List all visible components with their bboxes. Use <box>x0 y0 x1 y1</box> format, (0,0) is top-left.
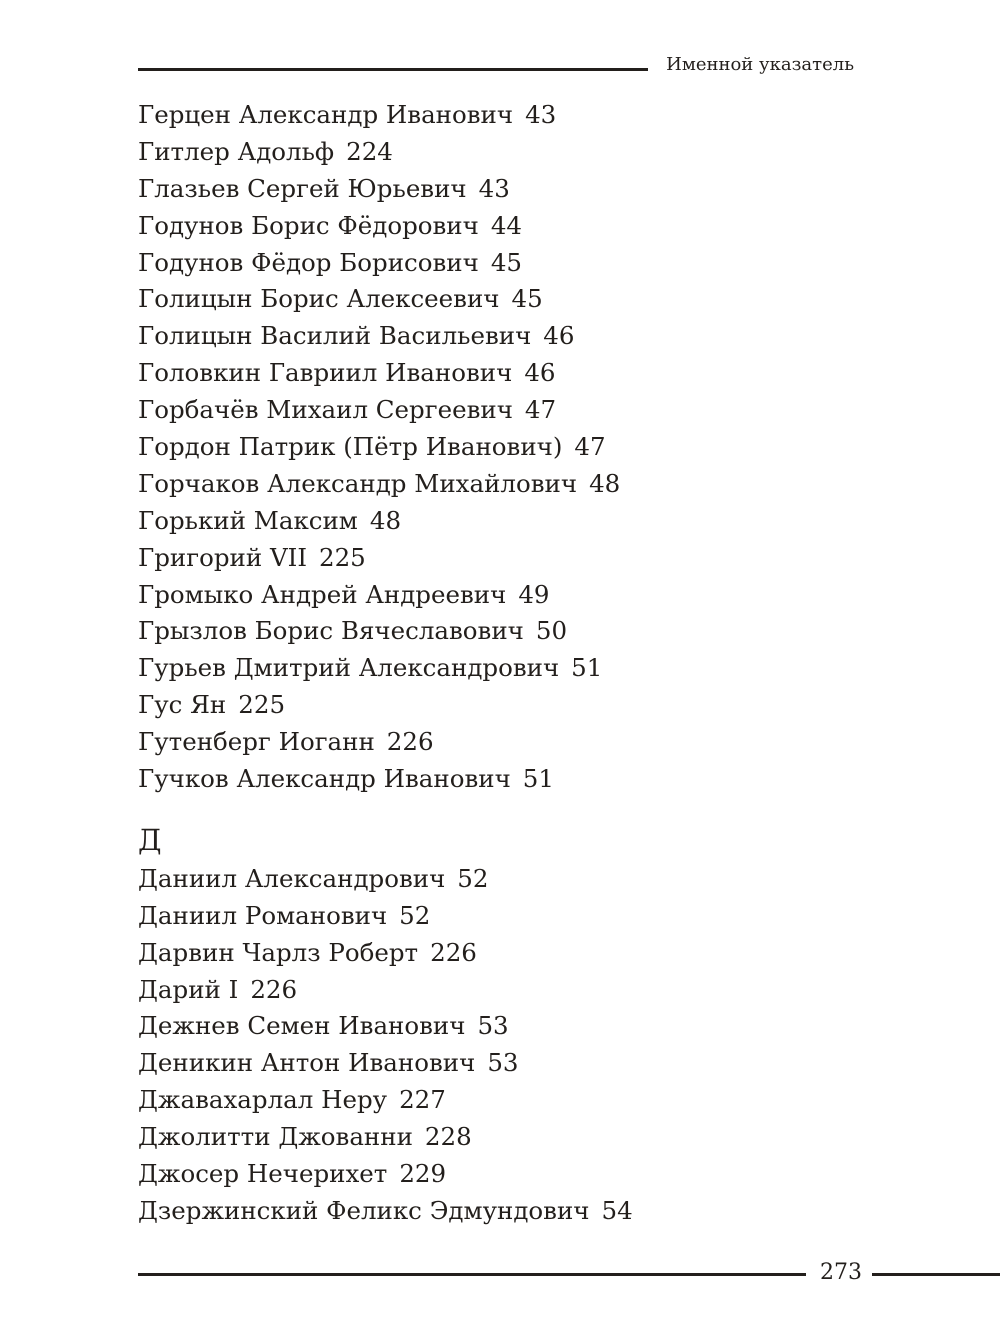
entry-page-number: 227 <box>399 1085 446 1115</box>
header-rule <box>138 68 648 71</box>
index-entry <box>138 392 958 429</box>
page-footer <box>138 1259 1000 1289</box>
entry-page-number: 226 <box>250 974 298 1004</box>
index-entry <box>138 503 958 540</box>
index-entry <box>138 861 958 898</box>
section-letter: Д <box>138 822 162 857</box>
index-entry <box>138 1082 958 1119</box>
index-entry <box>138 208 958 245</box>
index-entry <box>138 355 958 392</box>
entry-name: Глазьев Сергей Юрьевич <box>138 173 467 203</box>
entry-name: Гурьев Дмитрий Александрович <box>138 653 560 683</box>
index-entry <box>138 724 958 761</box>
entry-page-number: 229 <box>399 1159 447 1189</box>
index-entry <box>138 97 958 134</box>
entry-page-number: 53 <box>477 1011 509 1041</box>
entry-page-number: 52 <box>457 863 489 893</box>
index-entry <box>138 613 958 650</box>
entry-name: Джавахарлал Неру <box>138 1085 388 1115</box>
index-entry <box>138 687 958 724</box>
entry-page-number: 54 <box>601 1195 633 1225</box>
entry-page-number: 50 <box>535 616 568 646</box>
index-entry <box>138 466 958 503</box>
entry-name: Даниил Александрович <box>138 863 446 893</box>
entry-name: Дарий I <box>138 974 239 1004</box>
entry-page-number: 224 <box>346 136 393 166</box>
entry-name: Герцен Александр Иванович <box>138 100 514 129</box>
entry-name: Годунов Борис Фёдорович <box>138 210 479 240</box>
index-entry <box>138 1045 958 1082</box>
entry-page-number: 45 <box>511 284 543 314</box>
entry-name: Горбачёв Михаил Сергеевич <box>138 395 513 425</box>
entry-name: Голицын Борис Алексеевич <box>138 284 500 314</box>
entry-page-number: 45 <box>490 247 523 277</box>
footer-rule-right <box>872 1273 1000 1276</box>
index-entry <box>138 429 958 466</box>
entry-page-number: 226 <box>430 937 477 967</box>
index-entry <box>138 245 958 282</box>
entry-page-number: 48 <box>589 468 621 498</box>
index-entry <box>138 318 958 355</box>
running-header-title: Именной указатель <box>666 54 854 75</box>
entry-page-number: 47 <box>524 395 557 425</box>
entry-page-number: 228 <box>424 1122 472 1152</box>
index-entry <box>138 540 958 577</box>
entry-name: Джолитти Джованни <box>138 1122 413 1152</box>
index-entry <box>138 761 958 798</box>
entry-name: Гордон Патрик (Пётр Иванович) <box>138 432 563 462</box>
index-entry <box>138 171 958 208</box>
footer-rule-left <box>138 1273 806 1276</box>
entry-page-number: 49 <box>518 579 550 609</box>
entry-name: Грызлов Борис Вячеславович <box>138 616 524 646</box>
entry-name: Горький Максим <box>138 505 358 535</box>
entry-name: Гитлер Адольф <box>138 136 335 166</box>
entry-name: Дежнев Семен Иванович <box>138 1011 466 1041</box>
entry-page-number: 43 <box>478 173 510 203</box>
entry-page-number: 51 <box>571 653 603 683</box>
entry-page-number: 52 <box>399 900 431 930</box>
entry-name: Григорий VII <box>138 542 307 572</box>
entry-page-number: 48 <box>369 505 402 535</box>
entry-page-number: 53 <box>487 1048 519 1078</box>
entry-page-number: 46 <box>543 321 575 351</box>
entry-page-number: 44 <box>490 210 523 240</box>
entry-page-number: 225 <box>319 542 366 572</box>
entry-page-number: 51 <box>522 764 554 794</box>
entry-page-number: 43 <box>525 100 557 129</box>
name-index-list <box>138 97 958 1230</box>
entry-name: Горчаков Александр Михайлович <box>138 468 578 498</box>
index-entry <box>138 1193 958 1230</box>
index-entry <box>138 1119 958 1156</box>
index-entry <box>138 898 958 935</box>
entry-name: Громыко Андрей Андреевич <box>138 579 507 609</box>
entry-name: Годунов Фёдор Борисович <box>138 247 479 277</box>
index-entry <box>138 935 958 972</box>
entry-name: Гучков Александр Иванович <box>138 764 511 794</box>
entry-name: Дзержинский Феликс Эдмундович <box>138 1195 590 1225</box>
entry-name: Деникин Антон Иванович <box>138 1048 476 1078</box>
entry-name: Гутенберг Иоганн <box>138 727 375 757</box>
index-entry <box>138 134 958 171</box>
index-entry <box>138 650 958 687</box>
entry-page-number: 226 <box>386 727 434 757</box>
entry-page-number: 225 <box>238 690 286 720</box>
entry-page-number: 46 <box>524 358 556 388</box>
entry-page-number: 47 <box>574 432 606 462</box>
page-number: 273 <box>820 1260 862 1285</box>
entry-name: Даниил Романович <box>138 900 388 930</box>
index-entry <box>138 1156 958 1193</box>
entry-name: Гус Ян <box>138 690 227 720</box>
entry-name: Джосер Нечерихет <box>138 1159 388 1189</box>
entry-name: Голицын Василий Васильевич <box>138 321 532 351</box>
index-entry <box>138 281 958 318</box>
index-entry <box>138 577 958 614</box>
entry-name: Дарвин Чарлз Роберт <box>138 937 419 967</box>
index-entry <box>138 972 958 1009</box>
entry-name: Головкин Гавриил Иванович <box>138 358 513 388</box>
running-header <box>138 52 854 82</box>
index-entry <box>138 1008 958 1045</box>
